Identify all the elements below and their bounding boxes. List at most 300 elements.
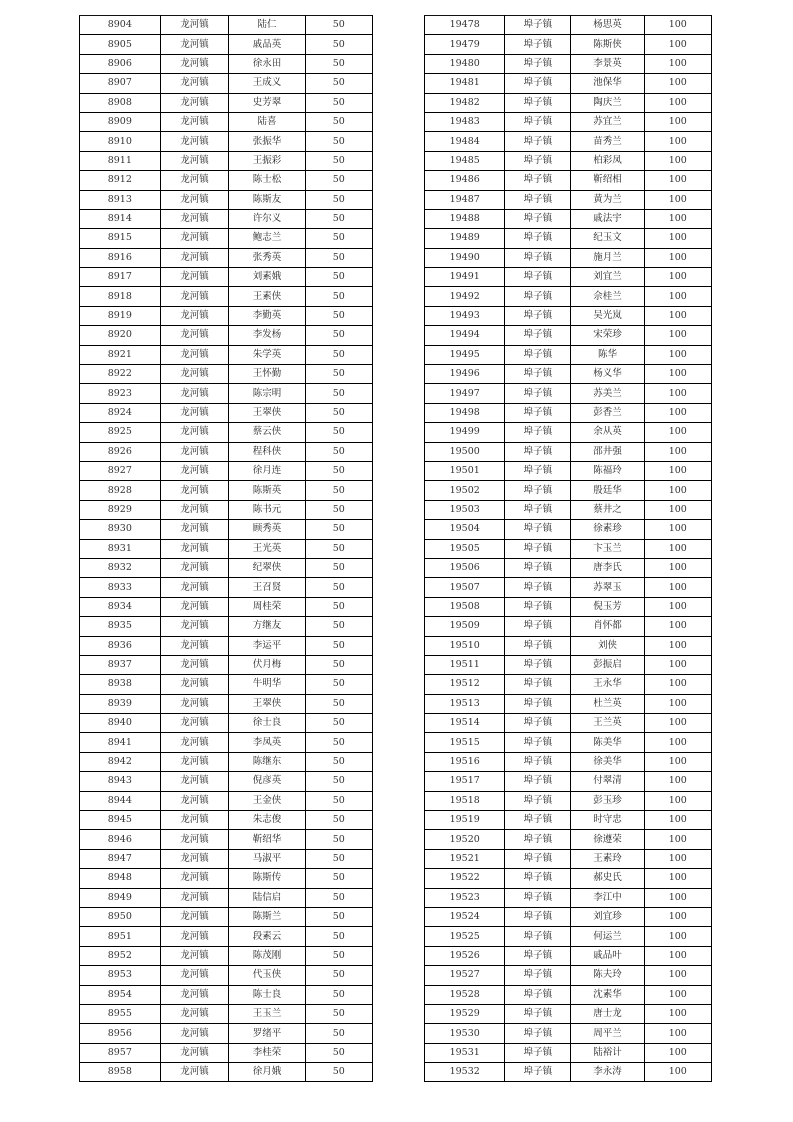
row-id-cell: 8931 — [80, 539, 161, 558]
row-id-cell: 19508 — [425, 597, 505, 616]
town-cell: 埠子镇 — [505, 248, 571, 267]
amount-cell: 50 — [305, 481, 372, 500]
name-cell: 徐素珍 — [571, 520, 644, 539]
amount-cell: 50 — [305, 791, 372, 810]
table-row — [80, 946, 373, 965]
table-row — [425, 423, 712, 442]
row-id-cell: 19522 — [425, 869, 505, 888]
table-row — [425, 636, 712, 655]
table-row — [425, 326, 712, 345]
town-cell: 埠子镇 — [505, 365, 571, 384]
row-id-cell: 8917 — [80, 268, 161, 287]
amount-cell: 50 — [305, 636, 372, 655]
row-id-cell: 19486 — [425, 171, 505, 190]
row-id-cell: 19520 — [425, 830, 505, 849]
town-cell: 龙河镇 — [160, 694, 229, 713]
table-row — [425, 985, 712, 1004]
row-id-cell: 19491 — [425, 268, 505, 287]
row-id-cell: 8919 — [80, 306, 161, 325]
row-id-cell: 19506 — [425, 558, 505, 577]
name-cell: 代玉侠 — [229, 966, 305, 985]
name-cell: 陈宗明 — [229, 384, 305, 403]
table-row — [425, 869, 712, 888]
row-id-cell: 19531 — [425, 1043, 505, 1062]
name-cell: 李发杨 — [229, 326, 305, 345]
amount-cell: 100 — [644, 520, 711, 539]
table-row — [425, 830, 712, 849]
name-cell: 刘侠 — [571, 636, 644, 655]
name-cell: 余从英 — [571, 423, 644, 442]
name-cell: 马淑平 — [229, 849, 305, 868]
table-row — [80, 112, 373, 131]
row-id-cell: 8955 — [80, 1004, 161, 1023]
name-cell: 卞玉兰 — [571, 539, 644, 558]
table-row — [80, 365, 373, 384]
name-cell: 纪玉文 — [571, 229, 644, 248]
row-id-cell: 19502 — [425, 481, 505, 500]
town-cell: 埠子镇 — [505, 403, 571, 422]
town-cell: 埠子镇 — [505, 675, 571, 694]
name-cell: 陈士松 — [229, 171, 305, 190]
table-row — [425, 791, 712, 810]
table-row — [425, 190, 712, 209]
amount-cell: 50 — [305, 946, 372, 965]
row-id-cell: 19499 — [425, 423, 505, 442]
amount-cell: 100 — [644, 907, 711, 926]
row-id-cell: 19521 — [425, 849, 505, 868]
row-id-cell: 19507 — [425, 578, 505, 597]
amount-cell: 100 — [644, 539, 711, 558]
row-id-cell: 8951 — [80, 927, 161, 946]
row-id-cell: 19483 — [425, 112, 505, 131]
name-cell: 王兰英 — [571, 714, 644, 733]
amount-cell: 100 — [644, 229, 711, 248]
amount-cell: 50 — [305, 927, 372, 946]
row-id-cell: 8925 — [80, 423, 161, 442]
town-cell: 龙河镇 — [160, 151, 229, 170]
amount-cell: 50 — [305, 171, 372, 190]
amount-cell: 50 — [305, 442, 372, 461]
name-cell: 倪玉芳 — [571, 597, 644, 616]
table-row — [80, 597, 373, 616]
town-cell: 龙河镇 — [160, 287, 229, 306]
row-id-cell: 19498 — [425, 403, 505, 422]
table-row — [80, 830, 373, 849]
town-cell: 埠子镇 — [505, 558, 571, 577]
town-cell: 龙河镇 — [160, 539, 229, 558]
amount-cell: 100 — [644, 597, 711, 616]
town-cell: 龙河镇 — [160, 558, 229, 577]
table-row — [425, 229, 712, 248]
amount-cell: 100 — [644, 326, 711, 345]
amount-cell: 100 — [644, 694, 711, 713]
table-row — [425, 54, 712, 73]
town-cell: 埠子镇 — [505, 830, 571, 849]
row-id-cell: 8935 — [80, 617, 161, 636]
row-id-cell: 19532 — [425, 1063, 505, 1082]
row-id-cell: 19513 — [425, 694, 505, 713]
row-id-cell: 19485 — [425, 151, 505, 170]
row-id-cell: 8921 — [80, 345, 161, 364]
row-id-cell: 19500 — [425, 442, 505, 461]
amount-cell: 50 — [305, 907, 372, 926]
amount-cell: 50 — [305, 520, 372, 539]
town-cell: 埠子镇 — [505, 772, 571, 791]
name-cell: 陶庆兰 — [571, 93, 644, 112]
town-cell: 埠子镇 — [505, 151, 571, 170]
town-cell: 埠子镇 — [505, 35, 571, 54]
amount-cell: 100 — [644, 655, 711, 674]
town-cell: 埠子镇 — [505, 1043, 571, 1062]
town-cell: 埠子镇 — [505, 93, 571, 112]
name-cell: 肖怀都 — [571, 617, 644, 636]
row-id-cell: 19481 — [425, 74, 505, 93]
town-cell: 龙河镇 — [160, 74, 229, 93]
name-cell: 宋荣珍 — [571, 326, 644, 345]
row-id-cell: 19512 — [425, 675, 505, 694]
town-cell: 龙河镇 — [160, 209, 229, 228]
amount-cell: 50 — [305, 888, 372, 907]
amount-cell: 100 — [644, 578, 711, 597]
town-cell: 埠子镇 — [505, 229, 571, 248]
town-cell: 龙河镇 — [160, 927, 229, 946]
row-id-cell: 8926 — [80, 442, 161, 461]
town-cell: 龙河镇 — [160, 461, 229, 480]
town-cell: 龙河镇 — [160, 171, 229, 190]
amount-cell: 100 — [644, 985, 711, 1004]
name-cell: 戚法宇 — [571, 209, 644, 228]
row-id-cell: 8941 — [80, 733, 161, 752]
name-cell: 吴光岚 — [571, 306, 644, 325]
roster-table-body — [80, 16, 373, 1082]
town-cell: 龙河镇 — [160, 442, 229, 461]
table-row — [425, 578, 712, 597]
table-row — [80, 791, 373, 810]
row-id-cell: 19505 — [425, 539, 505, 558]
table-row — [425, 16, 712, 35]
amount-cell: 50 — [305, 93, 372, 112]
table-row — [80, 403, 373, 422]
table-row — [80, 578, 373, 597]
row-id-cell: 19496 — [425, 365, 505, 384]
table-row — [80, 384, 373, 403]
name-cell: 陈美华 — [571, 733, 644, 752]
name-cell: 李桂荣 — [229, 1043, 305, 1062]
town-cell: 龙河镇 — [160, 597, 229, 616]
amount-cell: 50 — [305, 229, 372, 248]
row-id-cell: 19494 — [425, 326, 505, 345]
town-cell: 埠子镇 — [505, 946, 571, 965]
row-id-cell: 19527 — [425, 966, 505, 985]
row-id-cell: 19482 — [425, 93, 505, 112]
row-id-cell: 19530 — [425, 1024, 505, 1043]
name-cell: 柏彩凤 — [571, 151, 644, 170]
table-row — [425, 171, 712, 190]
amount-cell: 100 — [644, 733, 711, 752]
amount-cell: 50 — [305, 772, 372, 791]
table-row — [80, 1024, 373, 1043]
table-row — [425, 733, 712, 752]
amount-cell: 100 — [644, 772, 711, 791]
amount-cell: 50 — [305, 151, 372, 170]
row-id-cell: 19528 — [425, 985, 505, 1004]
table-row — [425, 675, 712, 694]
row-id-cell: 8950 — [80, 907, 161, 926]
amount-cell: 50 — [305, 365, 372, 384]
name-cell: 陆信启 — [229, 888, 305, 907]
row-id-cell: 8905 — [80, 35, 161, 54]
amount-cell: 50 — [305, 752, 372, 771]
amount-cell: 100 — [644, 946, 711, 965]
amount-cell: 100 — [644, 442, 711, 461]
town-cell: 埠子镇 — [505, 694, 571, 713]
name-cell: 时守忠 — [571, 811, 644, 830]
table-row — [80, 888, 373, 907]
town-cell: 埠子镇 — [505, 927, 571, 946]
table-row — [80, 558, 373, 577]
amount-cell: 100 — [644, 248, 711, 267]
town-cell: 龙河镇 — [160, 675, 229, 694]
row-id-cell: 8904 — [80, 16, 161, 35]
table-row — [425, 907, 712, 926]
amount-cell: 100 — [644, 306, 711, 325]
town-cell: 龙河镇 — [160, 1004, 229, 1023]
name-cell: 蔡云侠 — [229, 423, 305, 442]
amount-cell: 50 — [305, 617, 372, 636]
amount-cell: 50 — [305, 1024, 372, 1043]
table-row — [80, 617, 373, 636]
table-row — [425, 112, 712, 131]
town-cell: 龙河镇 — [160, 190, 229, 209]
amount-cell: 50 — [305, 423, 372, 442]
town-cell: 埠子镇 — [505, 752, 571, 771]
name-cell: 陈斯友 — [229, 190, 305, 209]
table-row — [80, 985, 373, 1004]
table-row — [425, 811, 712, 830]
name-cell: 刘宜兰 — [571, 268, 644, 287]
name-cell: 邵井强 — [571, 442, 644, 461]
table-row — [80, 500, 373, 519]
amount-cell: 50 — [305, 811, 372, 830]
name-cell: 杜兰英 — [571, 694, 644, 713]
row-id-cell: 8912 — [80, 171, 161, 190]
table-row — [425, 1004, 712, 1023]
town-cell: 埠子镇 — [505, 811, 571, 830]
town-cell: 龙河镇 — [160, 520, 229, 539]
town-cell: 龙河镇 — [160, 907, 229, 926]
row-id-cell: 8930 — [80, 520, 161, 539]
table-row — [425, 306, 712, 325]
amount-cell: 50 — [305, 461, 372, 480]
amount-cell: 50 — [305, 74, 372, 93]
town-cell: 埠子镇 — [505, 985, 571, 1004]
row-id-cell: 8932 — [80, 558, 161, 577]
amount-cell: 100 — [644, 365, 711, 384]
row-id-cell: 8907 — [80, 74, 161, 93]
row-id-cell: 8927 — [80, 461, 161, 480]
town-cell: 埠子镇 — [505, 461, 571, 480]
name-cell: 纪翠侠 — [229, 558, 305, 577]
town-cell: 埠子镇 — [505, 869, 571, 888]
name-cell: 鲍志兰 — [229, 229, 305, 248]
town-cell: 埠子镇 — [505, 578, 571, 597]
town-cell: 埠子镇 — [505, 112, 571, 131]
name-cell: 王永华 — [571, 675, 644, 694]
amount-cell: 50 — [305, 112, 372, 131]
table-row — [425, 93, 712, 112]
name-cell: 靳绍华 — [229, 830, 305, 849]
row-id-cell: 8913 — [80, 190, 161, 209]
name-cell: 陈继东 — [229, 752, 305, 771]
name-cell: 徐月娥 — [229, 1063, 305, 1082]
town-cell: 龙河镇 — [160, 54, 229, 73]
row-id-cell: 19492 — [425, 287, 505, 306]
name-cell: 杨思英 — [571, 16, 644, 35]
table-row — [425, 849, 712, 868]
name-cell: 张振华 — [229, 132, 305, 151]
table-row — [80, 520, 373, 539]
amount-cell: 50 — [305, 714, 372, 733]
table-row — [80, 811, 373, 830]
amount-cell: 50 — [305, 966, 372, 985]
table-row — [425, 1024, 712, 1043]
name-cell: 王素玲 — [571, 849, 644, 868]
name-cell: 徐遵荣 — [571, 830, 644, 849]
row-id-cell: 19504 — [425, 520, 505, 539]
table-row — [425, 1043, 712, 1062]
name-cell: 王光英 — [229, 539, 305, 558]
name-cell: 陆裕计 — [571, 1043, 644, 1062]
name-cell: 苏翠玉 — [571, 578, 644, 597]
row-id-cell: 8949 — [80, 888, 161, 907]
town-cell: 龙河镇 — [160, 403, 229, 422]
town-cell: 龙河镇 — [160, 946, 229, 965]
table-row — [80, 423, 373, 442]
table-row — [425, 617, 712, 636]
town-cell: 龙河镇 — [160, 655, 229, 674]
row-id-cell: 19529 — [425, 1004, 505, 1023]
amount-cell: 100 — [644, 171, 711, 190]
row-id-cell: 8940 — [80, 714, 161, 733]
amount-cell: 50 — [305, 306, 372, 325]
town-cell: 埠子镇 — [505, 209, 571, 228]
town-cell: 埠子镇 — [505, 171, 571, 190]
name-cell: 郝史氏 — [571, 869, 644, 888]
row-id-cell: 8938 — [80, 675, 161, 694]
town-cell: 龙河镇 — [160, 578, 229, 597]
table-row — [80, 1043, 373, 1062]
table-row — [425, 35, 712, 54]
table-row — [425, 539, 712, 558]
amount-cell: 100 — [644, 791, 711, 810]
town-cell: 埠子镇 — [505, 190, 571, 209]
table-row — [80, 675, 373, 694]
amount-cell: 100 — [644, 558, 711, 577]
town-cell: 埠子镇 — [505, 849, 571, 868]
row-id-cell: 19484 — [425, 132, 505, 151]
amount-cell: 50 — [305, 403, 372, 422]
table-row — [80, 539, 373, 558]
row-id-cell: 8909 — [80, 112, 161, 131]
table-row — [425, 714, 712, 733]
row-id-cell: 19493 — [425, 306, 505, 325]
table-row — [80, 16, 373, 35]
table-row — [80, 752, 373, 771]
name-cell: 牛明华 — [229, 675, 305, 694]
town-cell: 埠子镇 — [505, 636, 571, 655]
town-cell: 龙河镇 — [160, 35, 229, 54]
town-cell: 埠子镇 — [505, 1063, 571, 1082]
name-cell: 方继友 — [229, 617, 305, 636]
town-cell: 龙河镇 — [160, 112, 229, 131]
row-id-cell: 19509 — [425, 617, 505, 636]
town-cell: 龙河镇 — [160, 345, 229, 364]
amount-cell: 50 — [305, 1063, 372, 1082]
table-row — [80, 326, 373, 345]
row-id-cell: 8911 — [80, 151, 161, 170]
name-cell: 徐永田 — [229, 54, 305, 73]
town-cell: 埠子镇 — [505, 791, 571, 810]
name-cell: 伏月梅 — [229, 655, 305, 674]
row-id-cell: 8948 — [80, 869, 161, 888]
table-row — [80, 849, 373, 868]
row-id-cell: 8908 — [80, 93, 161, 112]
name-cell: 池保华 — [571, 74, 644, 93]
town-cell: 埠子镇 — [505, 345, 571, 364]
table-row — [425, 966, 712, 985]
name-cell: 周平兰 — [571, 1024, 644, 1043]
name-cell: 陈书元 — [229, 500, 305, 519]
amount-cell: 50 — [305, 694, 372, 713]
table-row — [425, 345, 712, 364]
row-id-cell: 19487 — [425, 190, 505, 209]
row-id-cell: 8943 — [80, 772, 161, 791]
name-cell: 施月兰 — [571, 248, 644, 267]
name-cell: 王振彩 — [229, 151, 305, 170]
table-row — [80, 869, 373, 888]
row-id-cell: 19489 — [425, 229, 505, 248]
amount-cell: 50 — [305, 830, 372, 849]
amount-cell: 100 — [644, 384, 711, 403]
table-row — [425, 888, 712, 907]
row-id-cell: 8947 — [80, 849, 161, 868]
table-row — [80, 927, 373, 946]
table-row — [80, 636, 373, 655]
row-id-cell: 19516 — [425, 752, 505, 771]
table-row — [80, 1004, 373, 1023]
name-cell: 李凤英 — [229, 733, 305, 752]
row-id-cell: 19526 — [425, 946, 505, 965]
amount-cell: 50 — [305, 675, 372, 694]
name-cell: 王素侠 — [229, 287, 305, 306]
row-id-cell: 8953 — [80, 966, 161, 985]
amount-cell: 100 — [644, 500, 711, 519]
amount-cell: 100 — [644, 209, 711, 228]
table-row — [425, 132, 712, 151]
amount-cell: 100 — [644, 1063, 711, 1082]
amount-cell: 100 — [644, 830, 711, 849]
table-row — [425, 481, 712, 500]
table-row — [425, 500, 712, 519]
amount-cell: 100 — [644, 1004, 711, 1023]
town-cell: 埠子镇 — [505, 500, 571, 519]
amount-cell: 100 — [644, 93, 711, 112]
table-row — [425, 772, 712, 791]
table-row — [80, 345, 373, 364]
name-cell: 李江中 — [571, 888, 644, 907]
town-cell: 龙河镇 — [160, 248, 229, 267]
name-cell: 徐士良 — [229, 714, 305, 733]
